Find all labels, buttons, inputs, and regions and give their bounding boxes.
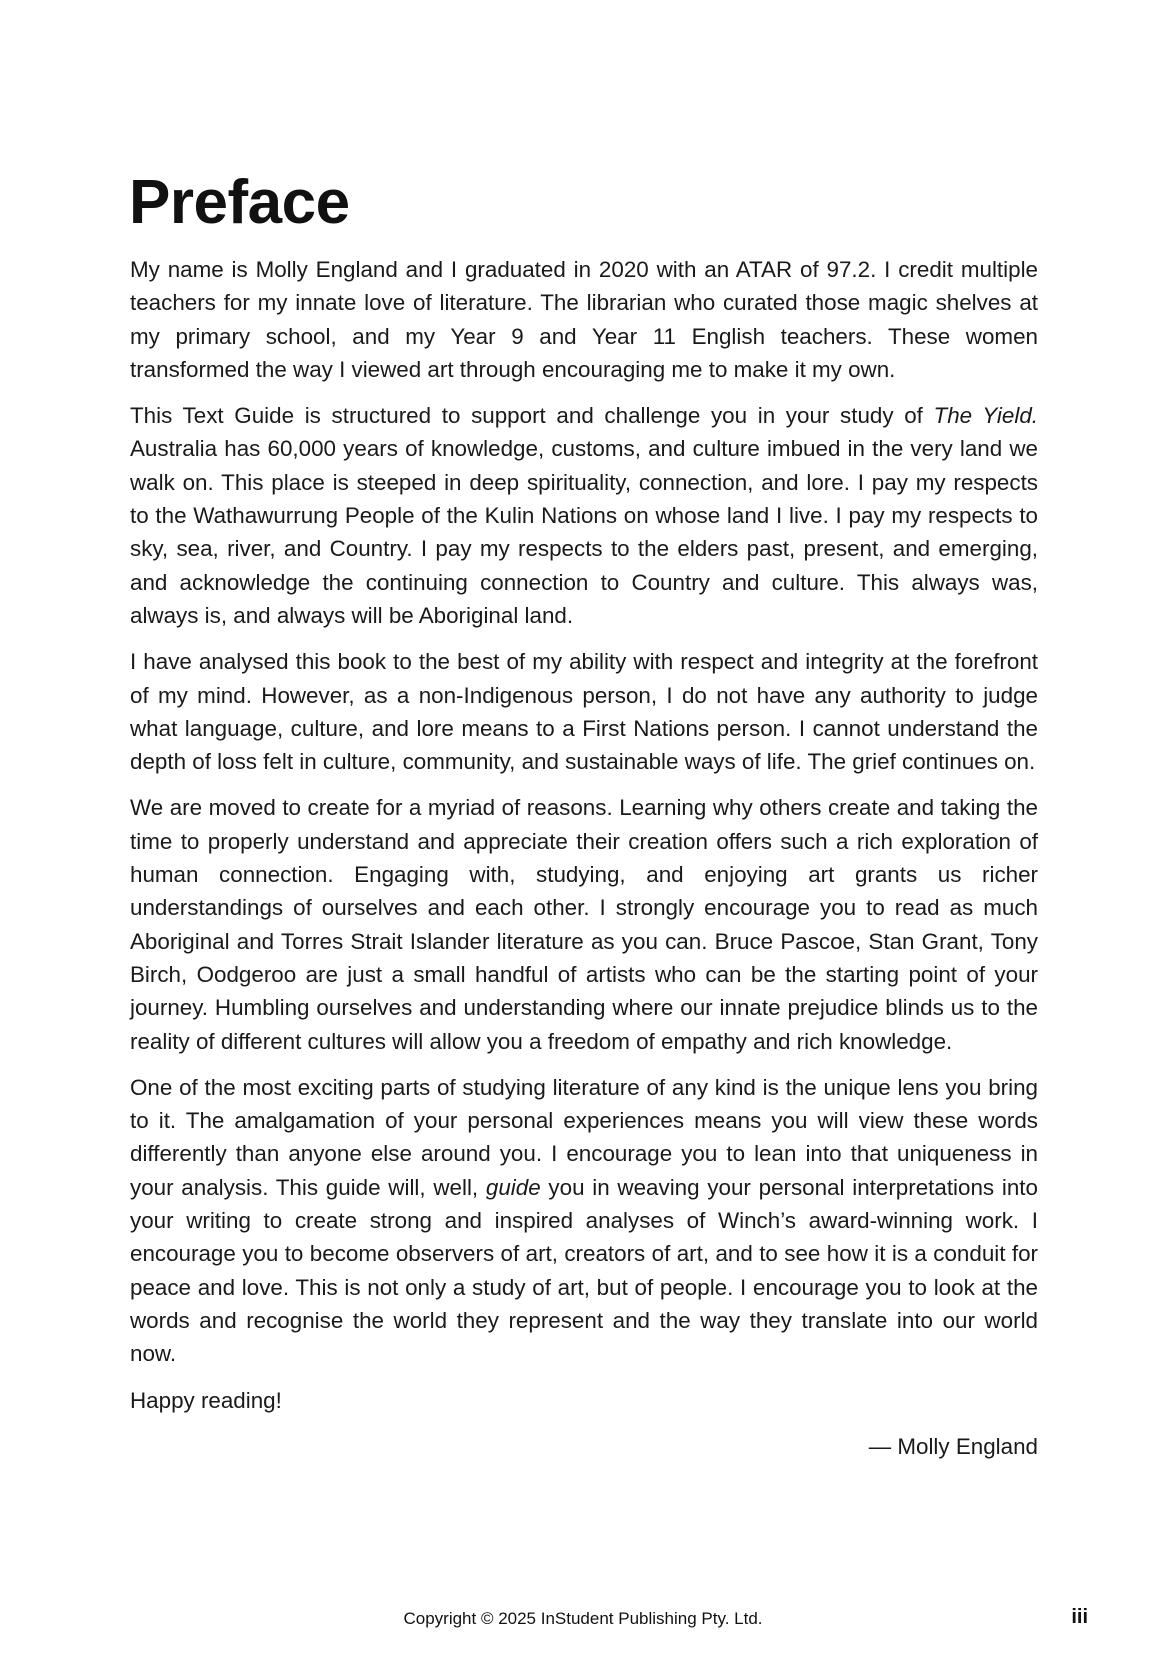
page-title: Preface <box>129 168 350 237</box>
emphasis-italic: guide <box>485 1174 541 1200</box>
paragraph-3 <box>130 645 1038 778</box>
author-signature: — Molly England <box>868 1433 1038 1459</box>
paragraph-text: This Text Guide is structured to support and challenge you in your study of <box>130 403 934 429</box>
paragraph-4 <box>130 791 1038 1057</box>
footer-copyright: Copyright © 2025 InStudent Publishing Pty. Ltd. <box>403 1609 763 1628</box>
paragraph-5 <box>130 1071 1038 1371</box>
paragraph-text: My name is Molly England and I graduated in 2020 with an ATAR of 97.2. I credit multiple teachers for my innate love of literature. The librarian who curated those magic shelves at my primary school, and my Year 9 and Year 11 English teachers. These women transformed the way I viewed art through encouraging me to make it my own. <box>130 257 1038 382</box>
closing-line: Happy reading! <box>130 1387 282 1413</box>
page-number: iii <box>1071 1606 1088 1628</box>
paragraph-text: We are moved to create for a myriad of reasons. Learning why others create and taking the time to properly understand and appreciate their creation offers such a rich exploration of human connection. Engaging with, studying, and enjoying art grants us richer understandings of ourselves and each other. I strongly encourage you to read as much Aboriginal and Torres Strait Islander literature as you can. Bruce Pascoe, Stan Grant, Tony Birch, Oodgeroo are just a small handful of artists who can be the starting point of your journey. Humbling ourselves and understanding where our innate prejudice blinds us to the reality of different cultures will allow you a freedom of empathy and rich knowledge. <box>130 795 1038 1054</box>
book-title-italic: The Yield. <box>933 403 1038 429</box>
paragraph-1 <box>130 253 1038 386</box>
preface-body <box>130 253 1038 1463</box>
paragraph-text: you in weaving your personal interpretations into your writing to create strong and inspired analyses of Winch’s award-winning work. I encourage you to become observers of art, creators of art, and to see how it is a conduit for peace and love. This is not only a study of art, but of people. I encourage you to look at the words and recognise the world they represent and the way they translate into our world now. <box>130 1174 1038 1367</box>
paragraph-2 <box>130 399 1038 632</box>
paragraph-text: I have analysed this book to the best of my ability with respect and integrity at the forefront of my mind. However, as a non-Indigenous person, I do not have any authority to judge what language, culture, and lore means to a First Nations person. I cannot understand the depth of loss felt in culture, community, and sustainable ways of life. The grief continues on. <box>130 649 1038 775</box>
paragraph-text: Australia has 60,000 years of knowledge, customs, and culture imbued in the very land we walk on. This place is steeped in deep spirituality, connection, and lore. I pay my respects to the Wathawurrung People of the Kulin Nations on whose land I live. I pay my respects to sky, sea, river, and Country. I pay my respects to the elders past, present, and emerging, and acknowledge the continuing connection to Country and culture. This always was, always is, and always will be Aboriginal land. <box>130 436 1038 628</box>
paragraph-text: One of the most exciting parts of studying literature of any kind is the unique lens you bring to it. The amalgamation of your personal experiences means you will view these words differently than anyone else around you. I encourage you to lean into that uniqueness in your analysis. This guide will, well, <box>130 1074 1038 1200</box>
